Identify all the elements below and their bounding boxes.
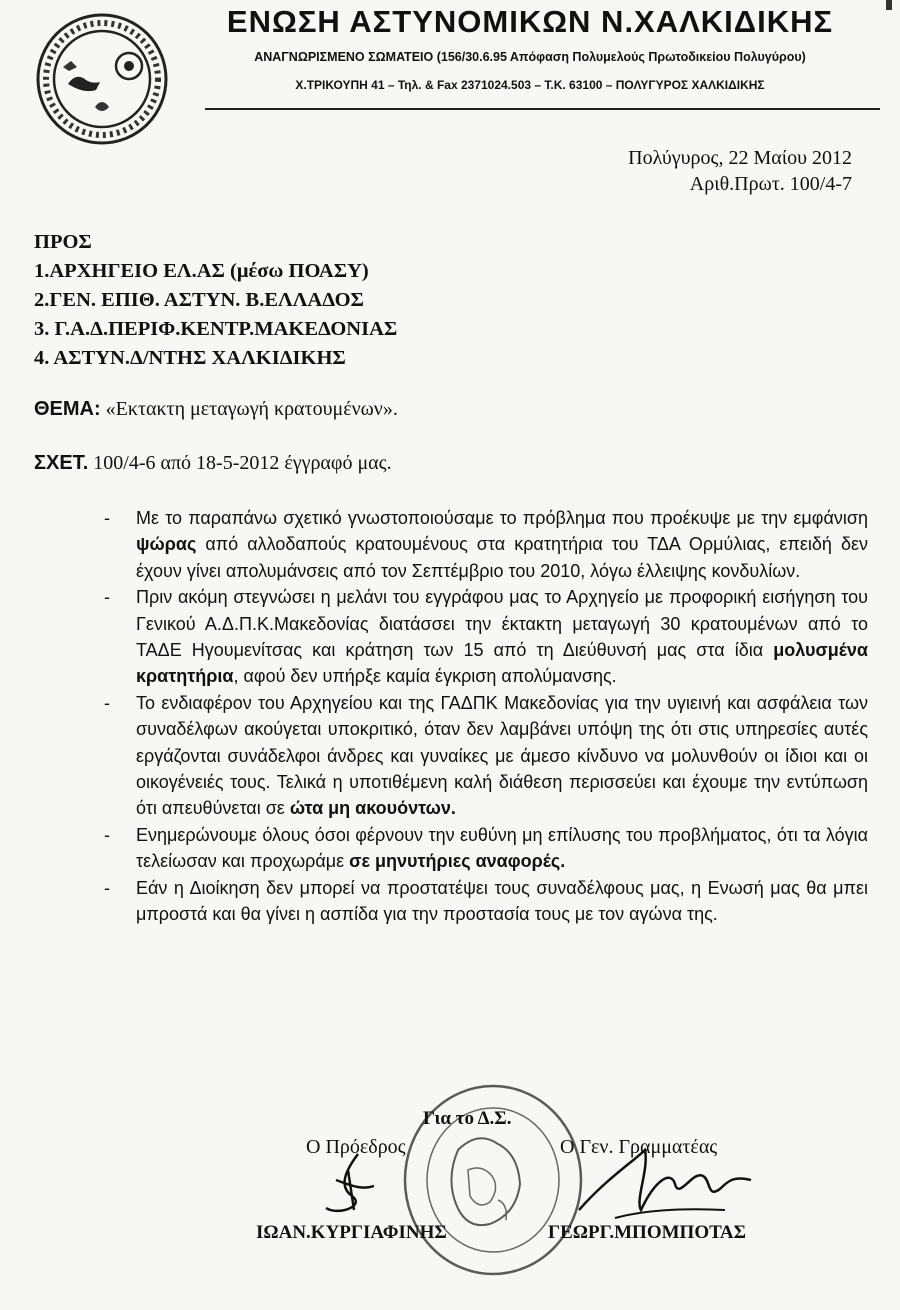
subject-text: «Εκτακτη μεταγωγή κρατουμένων». xyxy=(105,398,398,420)
protocol-number: Αριθ.Πρωτ. 100/4-7 xyxy=(689,173,852,195)
president-role: Ο Πρόεδρος xyxy=(306,1136,406,1158)
union-logo xyxy=(35,12,170,147)
reference-line xyxy=(34,452,392,475)
secretary-name: ΓΕΩΡΓ.ΜΠΟΜΠΟΤΑΣ xyxy=(548,1222,747,1243)
recipient-item: 4. ΑΣΤΥΝ.Δ/ΝΤΗΣ ΧΑΛΚΙΔΙΚΗΣ xyxy=(34,347,346,369)
body-paragraph: - Το ενδιαφέρον του Αρχηγείου και της ΓΑΔΠΚ Μακεδονίας για την υγιεινή και ασφάλεια των συναδέλφων ακούγεται υποκριτικό, όταν δεν λαμβάνει υπόψη της ότι στις υπηρεσίες αυτές εργάζονται συνάδελφοι άνδρες και γυναίκες με άμεσο κίνδυνο να μολυνθούν οι ίδιοι και οι οικογένειές τους. Τελικά η υποτιθέμενη καλή διάθεση περισσεύει και έχουμε την εντύπωση ότι απευθύνεται σε ώτα μη ακουόντων. xyxy=(104,690,868,822)
body-paragraph: - Πριν ακόμη στεγνώσει η μελάνι του εγγράφου μας το Αρχηγείο με προφορική εισήγηση του Γενικού Α.Δ.Π.Κ.Μακεδονίας διατάσσει την έκτακτη μεταγωγή 30 κρατουμένων από το ΤΑΔΕ Ηγουμενίτσας και κράτηση των 15 από τη Διεύθυνσή μας στα ίδια μολυσμένα κρατητήρια, αφού δεν υπήρξε καμία έγκριση απολύμανσης. xyxy=(104,584,868,690)
body-paragraph: - Με το παραπάνω σχετικό γνωστοποιούσαμε το πρόβλημα που προέκυψε με την εμφάνιση ψώρας από αλλοδαπούς κρατουμένους στα κρατητήρια του ΤΔΑ Ορμύλιας, επειδή δεν έχουν γίνει απολυμάνσεις από τον Σεπτέμβριο του 2010, λόγω έλλειψης κονδυλίων. xyxy=(104,505,868,584)
recipients-heading: ΠΡΟΣ xyxy=(34,231,92,253)
subject-label: ΘΕΜΑ: xyxy=(34,398,101,420)
president-name: ΙΩΑΝ.ΚΥΡΓΙΑΦΙΝΗΣ xyxy=(256,1222,447,1243)
recipient-item: 2.ΓΕΝ. ΕΠΙΘ. ΑΣΤΥΝ. Β.ΕΛΛΑΔΟΣ xyxy=(34,289,364,311)
body-paragraph: - Ενημερώνουμε όλους όσοι φέρνουν την ευθύνη μη επίλυσης του προβλήματος, ότι τα λόγια τελείωσαν και προχωράμε σε μηνυτήριες αναφορές. xyxy=(104,822,868,875)
organization-title: ΕΝΩΣΗ ΑΣΤΥΝΟΜΙΚΩΝ Ν.ΧΑΛΚΙΔΙΚΗΣ xyxy=(226,4,834,39)
organization-address: Χ.ΤΡΙΚΟΥΠΗ 41 – Τηλ. & Fax 2371024.503 – Τ.Κ. 63100 – ΠΟΛΥΓΥΡΟΣ ΧΑΛΚΙΔΙΚΗΣ xyxy=(295,78,765,92)
recipients-block xyxy=(34,228,397,373)
president-signature xyxy=(318,1150,388,1220)
secretary-role: Ο Γεν. Γραμματέας xyxy=(560,1136,718,1158)
header-divider xyxy=(205,108,880,110)
subject-line xyxy=(34,398,398,421)
letter-meta xyxy=(628,145,852,197)
organization-subtitle: ΑΝΑΓΝΩΡΙΣΜΕΝΟ ΣΩΜΑΤΕΙΟ (156/30.6.95 Απόφαση Πολυμελούς Πρωτοδικείου Πολυγύρου) xyxy=(254,50,806,64)
body-paragraph: - Εάν η Διοίκηση δεν μπορεί να προστατέψει τους συναδέλφους μας, η Ενωσή μας θα μπει μπροστά και θα γίνει η ασπίδα για την προστασία τους με τον αγώνα της. xyxy=(104,875,868,928)
secretary-signature xyxy=(575,1140,755,1225)
reference-text: 100/4-6 από 18-5-2012 έγγραφό μας. xyxy=(93,452,392,474)
recipient-item: 1.ΑΡΧΗΓΕΙΟ ΕΛ.ΑΣ (μέσω ΠΟΑΣΥ) xyxy=(34,260,369,282)
recipient-item: 3. Γ.Α.Δ.ΠΕΡΙΦ.ΚΕΝΤΡ.ΜΑΚΕΔΟΝΙΑΣ xyxy=(34,318,398,340)
for-board-label: Για το Δ.Σ. xyxy=(423,1108,512,1129)
reference-label: ΣΧΕΤ. xyxy=(34,452,89,474)
corner-mark xyxy=(886,0,892,10)
place-date: Πολύγυρος, 22 Μαίου 2012 xyxy=(628,147,852,169)
letter-body xyxy=(104,505,868,928)
